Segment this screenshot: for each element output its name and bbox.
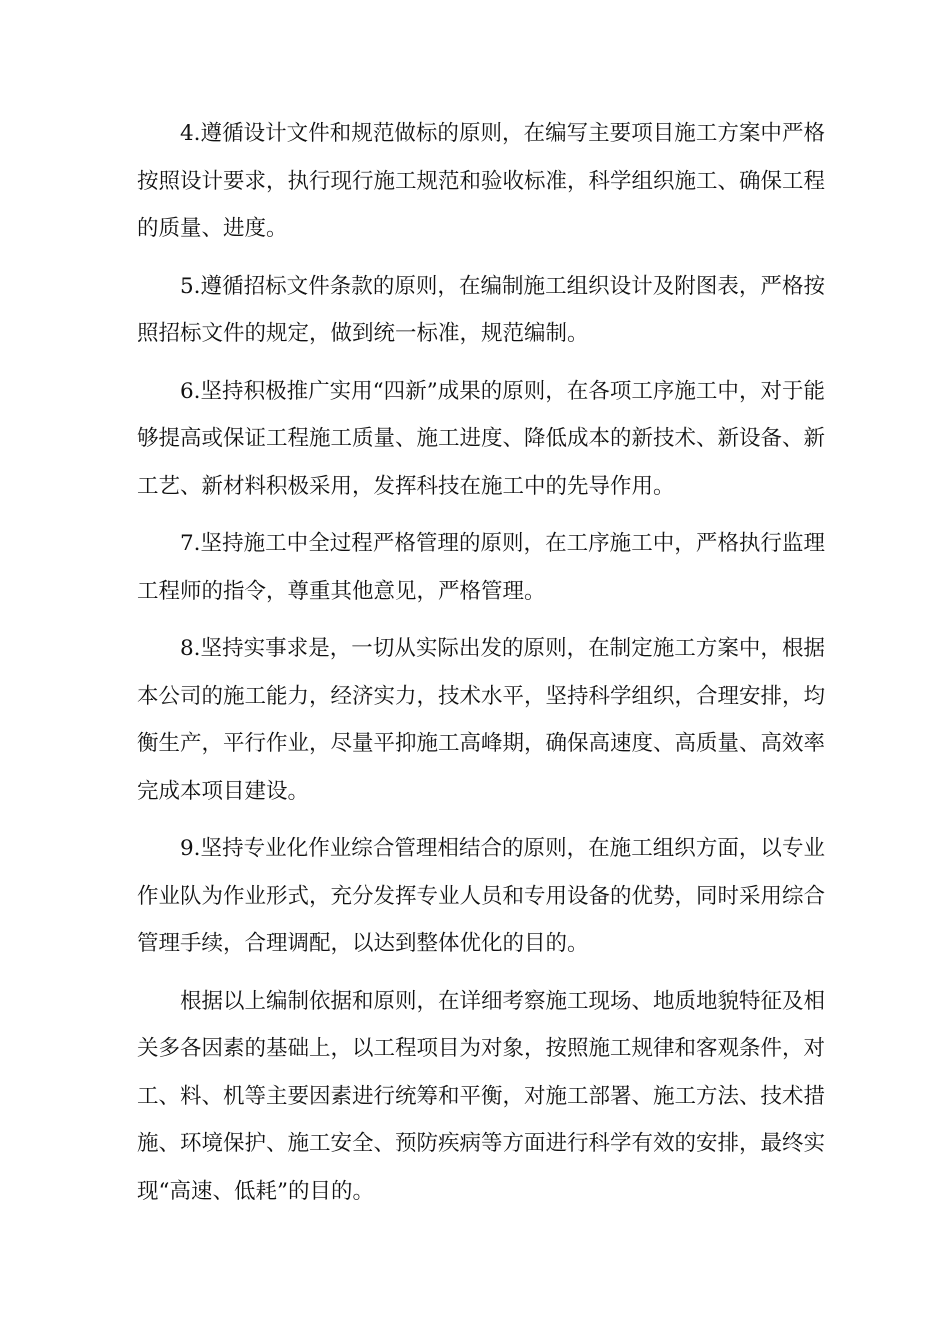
- paragraph-principle-7: 7.坚持施工中全过程严格管理的原则，在工序施工中，严格执行监理工程师的指令，尊重其他意见，严格管理。: [137, 531, 825, 604]
- paragraph-principle-9: 9.坚持专业化作业综合管理相结合的原则，在施工组织方面，以专业作业队为作业形式，充分发挥专业人员和专用设备的优势，同时采用综合管理手续，合理调配，以达到整体优化的目的。: [137, 836, 826, 956]
- document-body: [137, 110, 825, 1225]
- paragraph-principle-4: 4.遵循设计文件和规范做标的原则，在编写主要项目施工方案中严格按照设计要求，执行现行施工规范和验收标准，科学组织施工、确保工程的质量、进度。: [137, 121, 826, 241]
- paragraph-principle-8: 8.坚持实事求是，一切从实际出发的原则，在制定施工方案中，根据本公司的施工能力，经济实力，技术水平，坚持科学组织，合理安排，均衡生产，平行作业，尽量平抑施工高峰期，确保高速度、高质量、高效率完成本项目建设。: [137, 636, 826, 804]
- paragraph-principle-6: 6.坚持积极推广实用“四新”成果的原则，在各项工序施工中，对于能够提高或保证工程施工质量、施工进度、降低成本的新技术、新设备、新工艺、新材料积极采用，发挥科技在施工中的先导作用。: [137, 378, 826, 499]
- paragraph-principle-5: 5.遵循招标文件条款的原则，在编制施工组织设计及附图表，严格按照招标文件的规定，做到统一标准，规范编制。: [137, 273, 825, 346]
- paragraph-summary: 根据以上编制依据和原则，在详细考察施工现场、地质地貌特征及相关多各因素的基础上，以工程项目为对象，按照施工规律和客观条件，对工、料、机等主要因素进行统筹和平衡，对施工部署、施工方法、技术措施、环境保护、施工安全、预防疾病等方面进行科学有效的安排，最终实现“高速、低耗”的目的。: [137, 988, 826, 1204]
